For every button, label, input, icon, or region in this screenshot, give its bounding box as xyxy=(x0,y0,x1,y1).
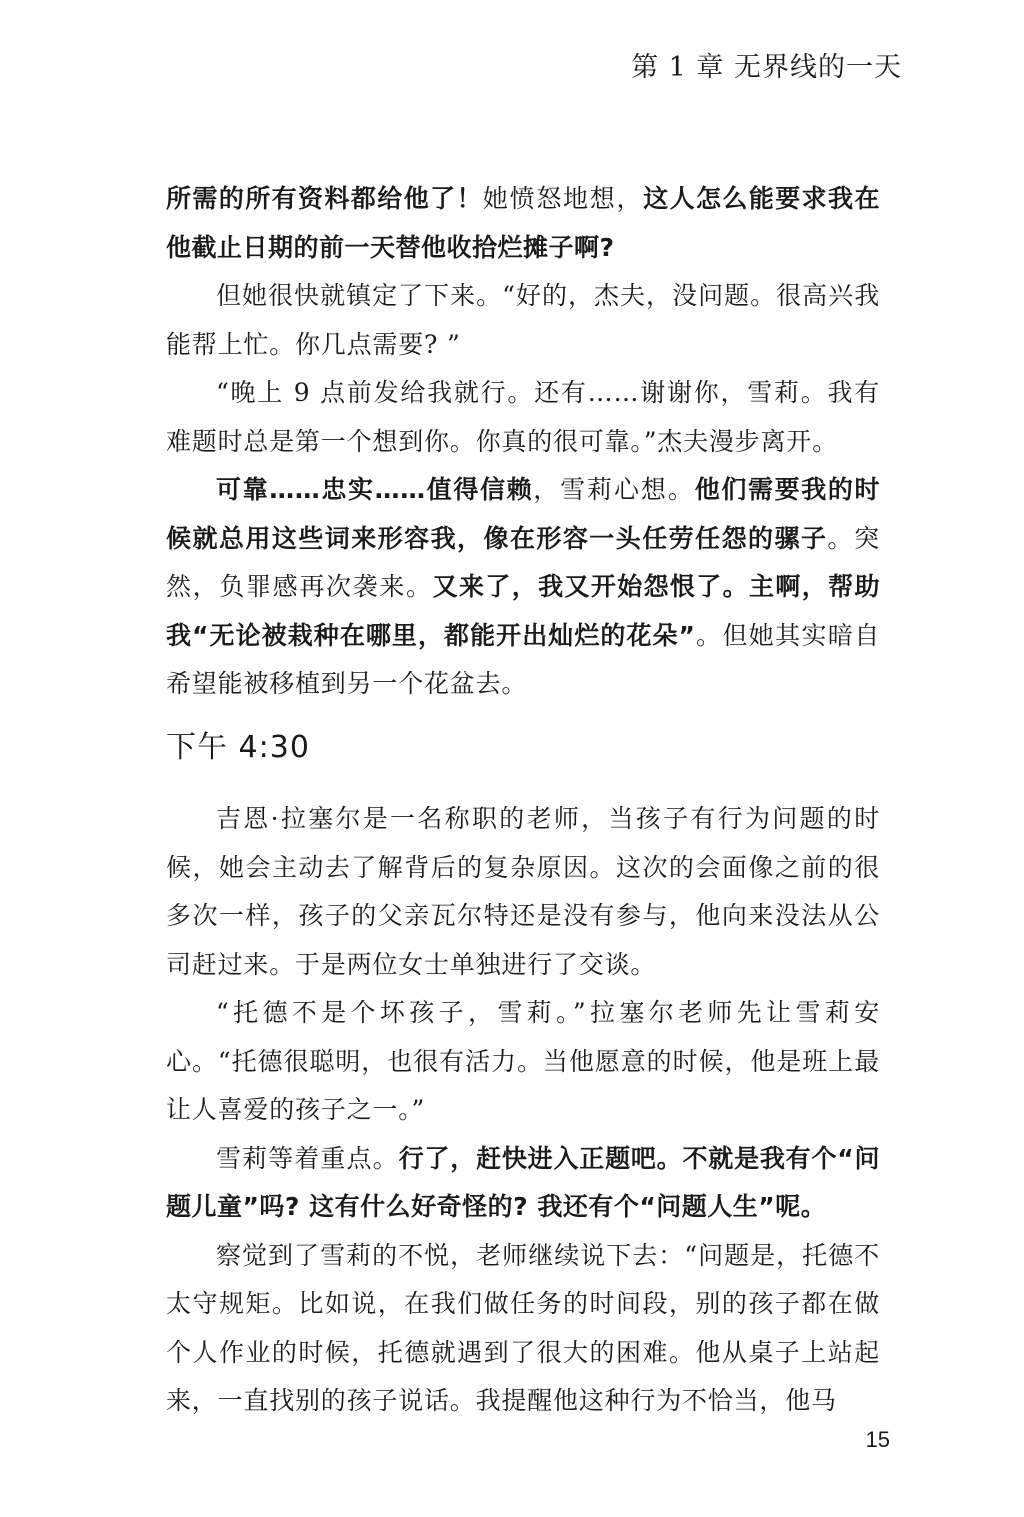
paragraph-2: 但她很快就镇定了下来。“好的，杰夫，没问题。很高兴我能帮上忙。你几点需要? ” xyxy=(166,281,880,359)
paragraph-5: 吉恩·拉塞尔是一名称职的老师，当孩子有行为问题的时候，她会主动去了解背后的复杂原因。这次的会面像之前的很多次一样，孩子的父亲瓦尔特还是没有参与，他向来没法从公司赶过来。于是两位女士单独进行了交谈。 xyxy=(166,804,880,979)
paragraph-8: 察觉到了雪莉的不悦，老师继续说下去：“问题是，托德不太守规矩。比如说，在我们做任务的时间段，别的孩子都在做个人作业的时候，托德就遇到了很大的困难。他从桌子上站起来，一直找别的孩子说话。我提醒他这种行为不恰当，他马 xyxy=(166,1240,880,1415)
paragraph-1 xyxy=(166,175,880,272)
inner-thought: 这人怎么能要求我在他截止日期的前一天替他收拾烂摊子啊? xyxy=(166,184,880,262)
narration: ，雪莉心想。 xyxy=(533,475,695,504)
running-header-chapter-title: 第 1 章 无界线的一天 xyxy=(631,52,902,83)
section-heading-time: 下午 4:30 xyxy=(166,730,310,765)
inner-thought: 他们需要我的时候就总用这些词来形容我，像在形容一头任劳任怨的骡子 xyxy=(166,475,880,553)
inner-thought: 所需的所有资料都给他了！ xyxy=(166,184,483,213)
paragraph-4 xyxy=(166,466,880,709)
narration: 她愤怒地想， xyxy=(482,184,644,213)
inner-thought: 行了，赶快进入正题吧。不就是我有个“问题儿童”吗? 这有什么好奇怪的? 我还有个“问题人生”呢。 xyxy=(166,1143,880,1221)
narration: 雪莉等着重点。 xyxy=(216,1143,399,1173)
page-number: 15 xyxy=(865,1427,890,1452)
paragraph-7 xyxy=(166,1135,880,1232)
text-block-continued xyxy=(166,175,880,709)
narration: 。突然，负罪感再次袭来。 xyxy=(166,523,880,601)
inner-thought: 可靠……忠实……值得信赖 xyxy=(216,475,534,504)
paragraph-3: “晚上 9 点前发给我就行。还有……谢谢你，雪莉。我有难题时总是第一个想到你。你真的很可靠。”杰夫漫步离开。 xyxy=(166,378,880,456)
paragraph-6: “托德不是个坏孩子，雪莉。”拉塞尔老师先让雪莉安心。“托德很聪明，也很有活力。当他愿意的时候，他是班上最让人喜爱的孩子之一。” xyxy=(166,998,880,1124)
text-block-section xyxy=(166,795,880,1426)
narration: 。但她其实暗自希望能被移植到另一个花盆去。 xyxy=(166,620,880,698)
inner-thought: 又来了，我又开始怨恨了。主啊，帮助我“无论被栽种在哪里，都能开出灿烂的花朵” xyxy=(166,572,880,650)
